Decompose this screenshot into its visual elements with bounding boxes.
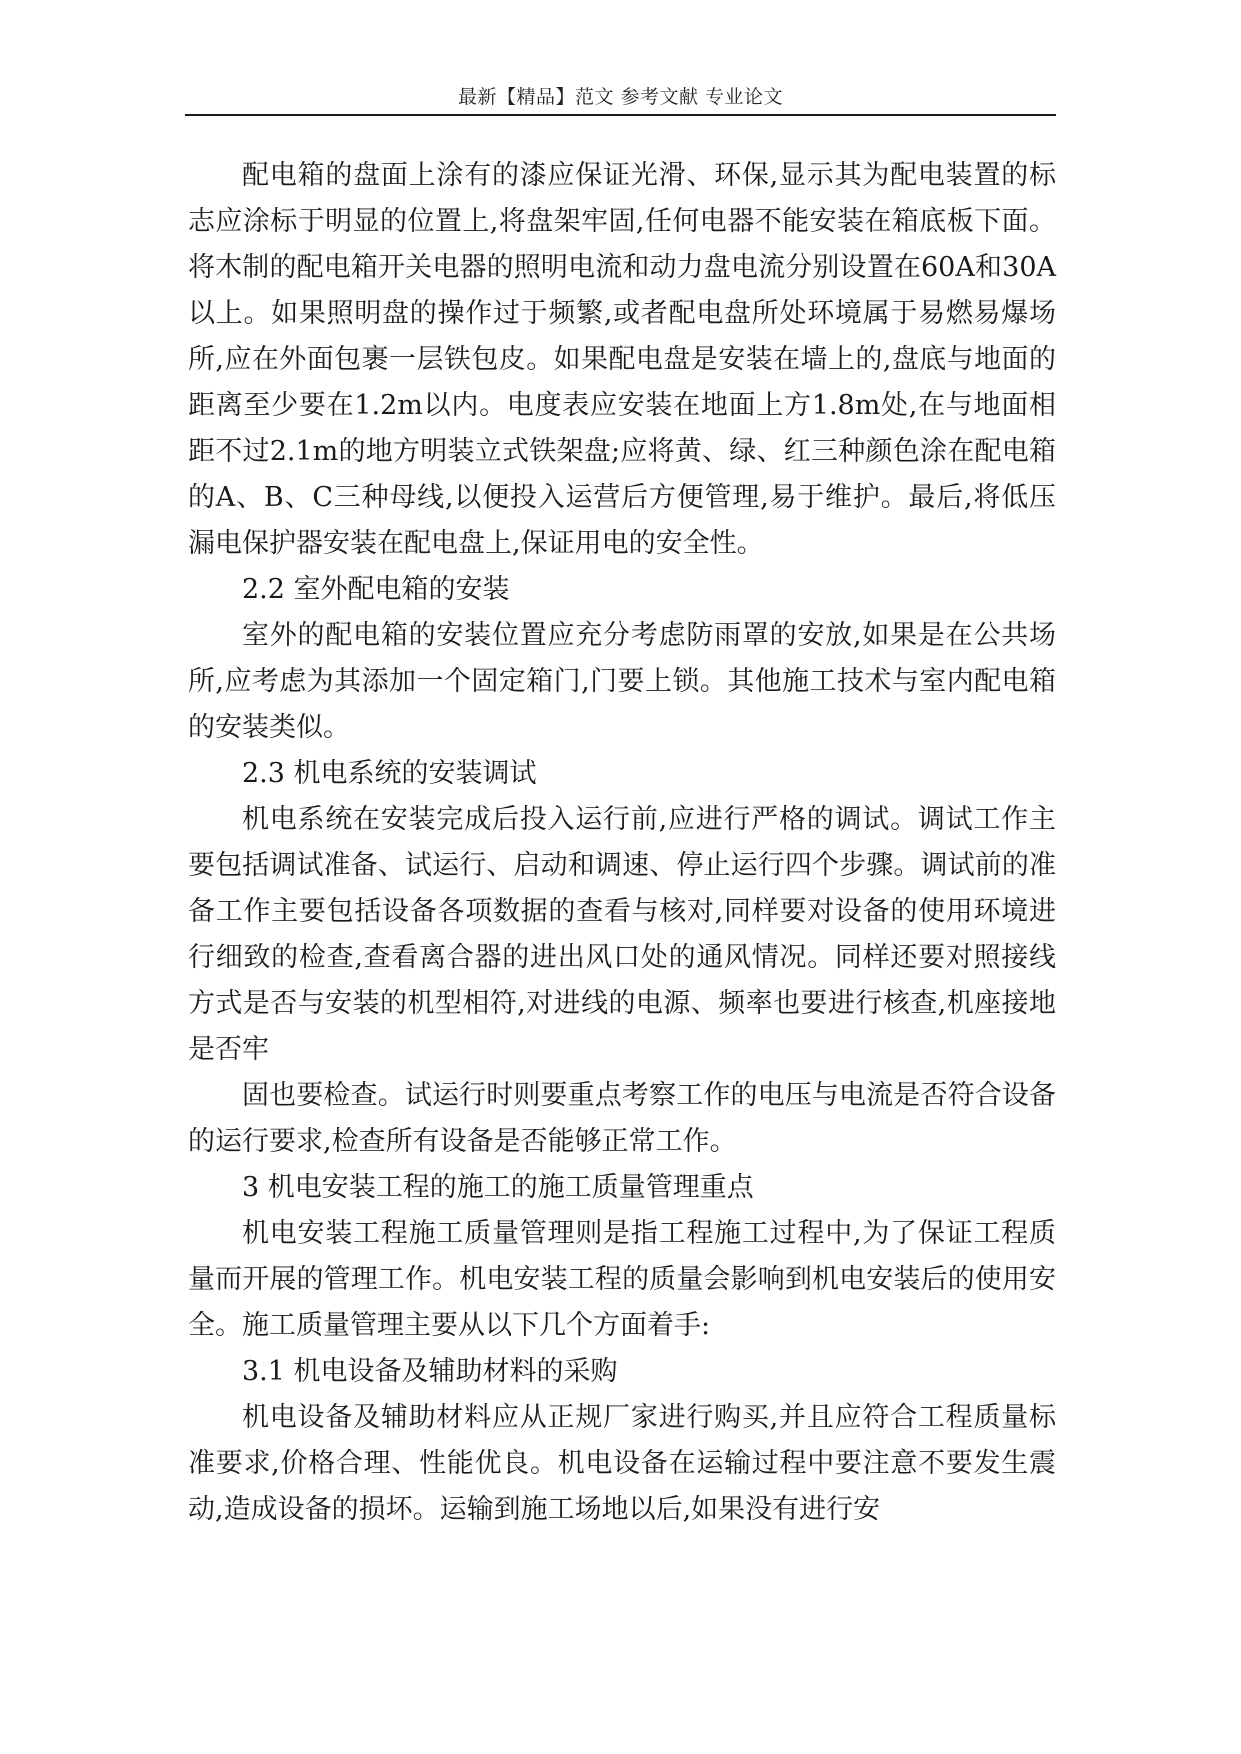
header-divider bbox=[185, 114, 1056, 116]
section-heading-2-2: 2.2 室外配电箱的安装 bbox=[242, 574, 510, 605]
document-body bbox=[188, 153, 1056, 1533]
page-header: 最新【精品】范文 参考文献 专业论文 bbox=[457, 86, 784, 108]
paragraph-procurement: 机电设备及辅助材料应从正规厂家进行购买,并且应符合工程质量标准要求,价格合理、性能优良。机电设备在运输过程中要注意不要发生震动,造成设备的损坏。运输到施工场地以后,如果没有进行安 bbox=[188, 1402, 1056, 1525]
paragraph-commissioning-continued: 固也要检查。试运行时则要重点考察工作的电压与电流是否符合设备的运行要求,检查所有设备是否能够正常工作。 bbox=[188, 1080, 1056, 1157]
paragraph-distribution-box-requirements: 配电箱的盘面上涂有的漆应保证光滑、环保,显示其为配电装置的标志应涂标于明显的位置上,将盘架牢固,任何电器不能安装在箱底板下面。将木制的配电箱开关电器的照明电流和动力盘电流分别设置在60A和30A以上。如果照明盘的操作过于频繁,或者配电盘所处环境属于易燃易爆场所,应在外面包裹一层铁包皮。如果配电盘是安装在墙上的,盘底与地面的距离至少要在1.2m以内。电度表应安装在地面上方1.8m处,在与地面相距不过2.1m的地方明装立式铁架盘;应将黄、绿、红三种颜色涂在配电箱的A、B、C三种母线,以便投入运营后方便管理,易于维护。最后,将低压漏电保护器安装在配电盘上,保证用电的安全性。 bbox=[188, 160, 1056, 559]
section-heading-2-3: 2.3 机电系统的安装调试 bbox=[242, 758, 537, 789]
paragraph-quality-management: 机电安装工程施工质量管理则是指工程施工过程中,为了保证工程质量而开展的管理工作。机电安装工程的质量会影响到机电安装后的使用安全。施工质量管理主要从以下几个方面着手: bbox=[188, 1218, 1056, 1341]
section-heading-3: 3 机电安装工程的施工的施工质量管理重点 bbox=[242, 1172, 754, 1203]
paragraph-commissioning: 机电系统在安装完成后投入运行前,应进行严格的调试。调试工作主要包括调试准备、试运行、启动和调速、停止运行四个步骤。调试前的准备工作主要包括设备各项数据的查看与核对,同样要对设备的使用环境进行细致的检查,查看离合器的进出风口处的通风情况。同样还要对照接线方式是否与安装的机型相符,对进线的电源、频率也要进行核查,机座接地是否牢 bbox=[188, 804, 1056, 1065]
paragraph-outdoor-box: 室外的配电箱的安装位置应充分考虑防雨罩的安放,如果是在公共场所,应考虑为其添加一个固定箱门,门要上锁。其他施工技术与室内配电箱的安装类似。 bbox=[188, 620, 1056, 743]
section-heading-3-1: 3.1 机电设备及辅助材料的采购 bbox=[242, 1356, 618, 1387]
